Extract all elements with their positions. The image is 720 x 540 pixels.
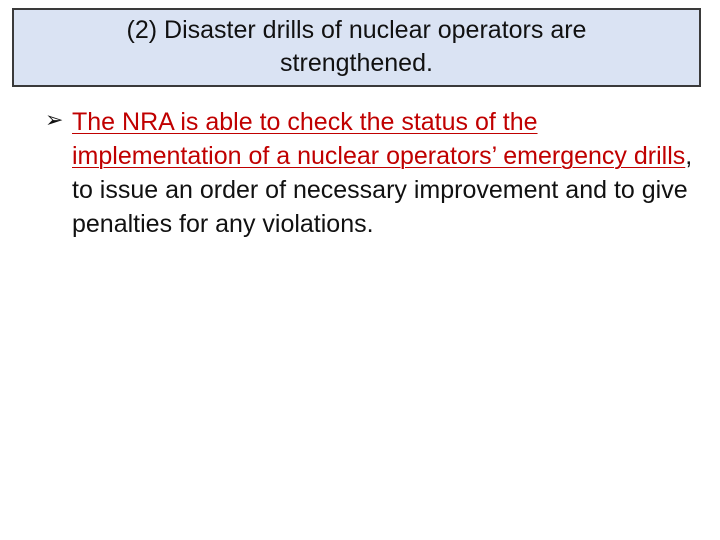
bullet-rest-text: , to issue an order of necessary improvement and to give penalties for any violations. [72,142,693,238]
arrow-right-icon: ➢ [45,108,64,133]
bullet-highlight-text: The NRA is able to check the status of the implementation of a nuclear operators’ emergency drills [72,108,686,170]
slide-title: (2) Disaster drills of nuclear operators are strengthened. [126,15,587,77]
bullet-item [45,105,705,241]
slide-title-box [12,8,701,87]
bullet-text [72,105,705,241]
